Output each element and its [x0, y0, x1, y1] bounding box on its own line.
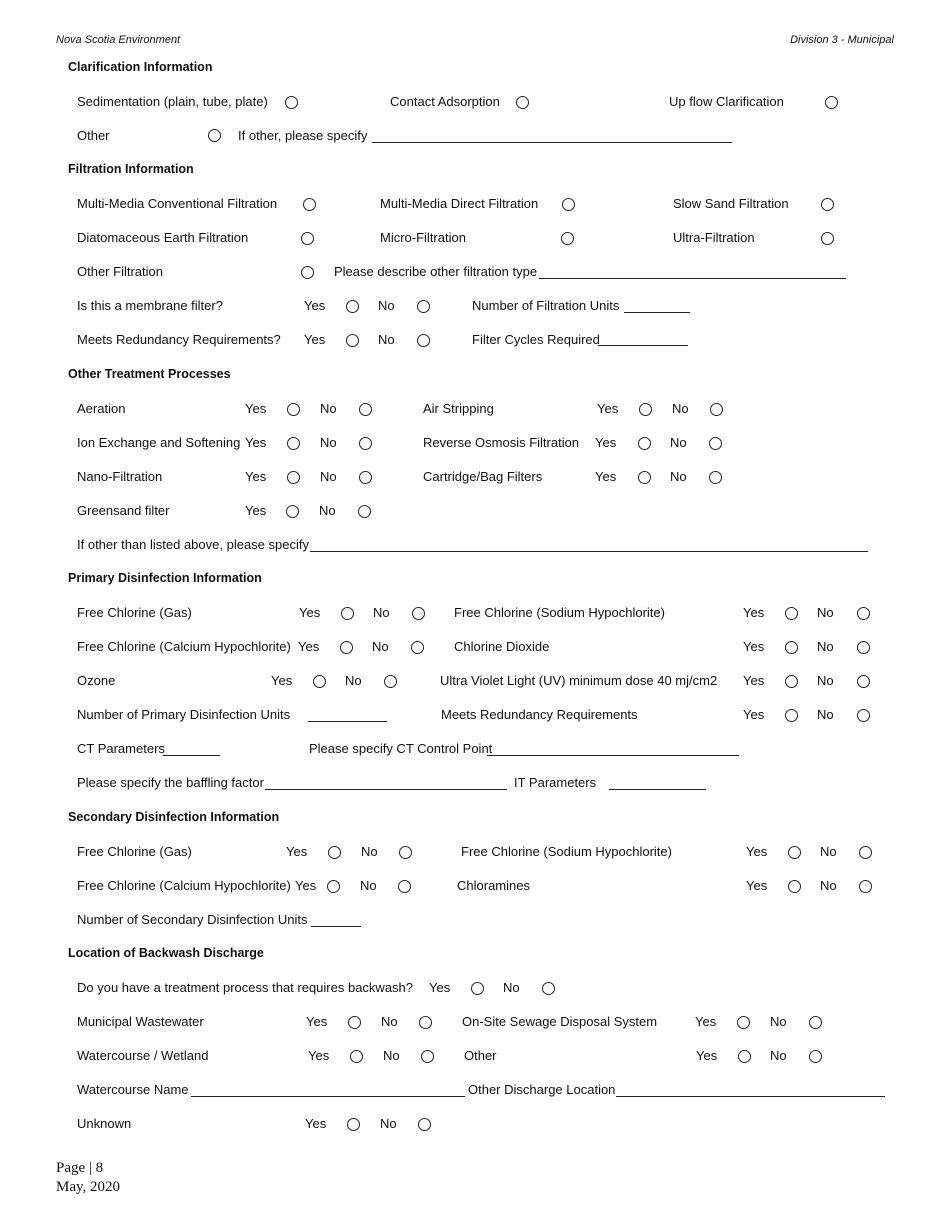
- prim-redundancy-label: Meets Redundancy Requirements: [441, 707, 638, 722]
- municipal-yes-radio[interactable]: [348, 1016, 361, 1029]
- nano-label: Nano-Filtration: [77, 469, 163, 484]
- chloramines-yes-radio[interactable]: [788, 880, 801, 893]
- prim-gas-yes-label: Yes: [299, 605, 321, 620]
- chlorine-dioxide-no-radio[interactable]: [857, 641, 870, 654]
- other-filtration-describe-field[interactable]: [539, 278, 846, 279]
- aeration-no-label: No: [320, 401, 337, 416]
- ion-exchange-label: Ion Exchange and Softening: [77, 435, 241, 450]
- filt-redundancy-yes-label: Yes: [304, 332, 326, 347]
- secondary-title: Secondary Disinfection Information: [68, 810, 280, 824]
- primary-title: Primary Disinfection Information: [68, 571, 262, 585]
- it-params-field[interactable]: [609, 789, 706, 790]
- header-right: Division 3 - Municipal: [790, 34, 894, 46]
- prim-gas-no-label: No: [373, 605, 390, 620]
- onsite-label: On-Site Sewage Disposal System: [462, 1014, 658, 1029]
- cartridge-yes-radio[interactable]: [638, 471, 651, 484]
- sec-sodium-yes-label: Yes: [746, 844, 768, 859]
- greensand-yes-label: Yes: [245, 503, 267, 518]
- sec-num-units-field[interactable]: [311, 926, 361, 927]
- baffling-label: Please specify the baffling factor: [77, 775, 264, 790]
- backwash-other-no-radio[interactable]: [809, 1050, 822, 1063]
- micro-filtration-radio[interactable]: [561, 232, 574, 245]
- chloramines-no-label: No: [820, 878, 837, 893]
- other-treatment-specify-label: If other than listed above, please specify: [77, 537, 309, 552]
- backwash-other-no-label: No: [770, 1048, 787, 1063]
- prim-gas-yes-radio[interactable]: [341, 607, 354, 620]
- diatomaceous-label: Diatomaceous Earth Filtration: [77, 230, 249, 245]
- other-filtration-describe-label: Please describe other filtration type: [334, 264, 538, 279]
- ion-exchange-yes-radio[interactable]: [287, 437, 300, 450]
- up-flow-label: Up flow Clarification: [669, 94, 784, 109]
- cartridge-yes-label: Yes: [595, 469, 617, 484]
- sec-sodium-no-label: No: [820, 844, 837, 859]
- other-treatment-specify-field[interactable]: [310, 551, 868, 552]
- contact-adsorption-radio[interactable]: [516, 96, 529, 109]
- sec-calcium-no-radio[interactable]: [398, 880, 411, 893]
- other-filtration-label: Other Filtration: [77, 264, 163, 279]
- greensand-yes-radio[interactable]: [286, 505, 299, 518]
- backwash-yes-radio[interactable]: [471, 982, 484, 995]
- sec-sodium-no-radio[interactable]: [859, 846, 872, 859]
- prim-redundancy-yes-radio[interactable]: [785, 709, 798, 722]
- municipal-yes-label: Yes: [306, 1014, 328, 1029]
- prim-gas-label: Free Chlorine (Gas): [77, 605, 192, 620]
- onsite-yes-radio[interactable]: [737, 1016, 750, 1029]
- filt-redundancy-yes-radio[interactable]: [346, 334, 359, 347]
- nano-no-label: No: [320, 469, 337, 484]
- other-location-label: Other Discharge Location: [468, 1082, 616, 1097]
- sec-calcium-no-label: No: [360, 878, 377, 893]
- up-flow-radio[interactable]: [825, 96, 838, 109]
- filt-redundancy-no-label: No: [378, 332, 395, 347]
- unknown-yes-radio[interactable]: [347, 1118, 360, 1131]
- watercourse-label: Watercourse / Wetland: [77, 1048, 209, 1063]
- clar-other-specify-label: If other, please specify: [238, 128, 368, 143]
- it-params-label: IT Parameters: [514, 775, 597, 790]
- ion-exchange-no-label: No: [320, 435, 337, 450]
- prim-redundancy-no-radio[interactable]: [857, 709, 870, 722]
- unknown-no-label: No: [380, 1116, 397, 1131]
- other-treatment-title: Other Treatment Processes: [68, 367, 231, 381]
- chloramines-label: Chloramines: [457, 878, 530, 893]
- municipal-label: Municipal Wastewater: [77, 1014, 204, 1029]
- filt-redundancy-no-radio[interactable]: [417, 334, 430, 347]
- mm-direct-radio[interactable]: [562, 198, 575, 211]
- ozone-yes-radio[interactable]: [313, 675, 326, 688]
- uv-no-label: No: [817, 673, 834, 688]
- air-stripping-label: Air Stripping: [423, 401, 494, 416]
- cartridge-label: Cartridge/Bag Filters: [423, 469, 543, 484]
- prim-redundancy-yes-label: Yes: [743, 707, 765, 722]
- sec-gas-yes-label: Yes: [286, 844, 308, 859]
- prim-sodium-label: Free Chlorine (Sodium Hypochlorite): [454, 605, 665, 620]
- cartridge-no-label: No: [670, 469, 687, 484]
- other-location-field[interactable]: [616, 1096, 885, 1097]
- reverse-osmosis-label: Reverse Osmosis Filtration: [423, 435, 580, 450]
- prim-calcium-no-label: No: [372, 639, 389, 654]
- prim-gas-no-radio[interactable]: [412, 607, 425, 620]
- sec-gas-yes-radio[interactable]: [328, 846, 341, 859]
- greensand-no-label: No: [319, 503, 336, 518]
- reverse-osmosis-yes-radio[interactable]: [638, 437, 651, 450]
- watercourse-no-label: No: [383, 1048, 400, 1063]
- aeration-yes-label: Yes: [245, 401, 267, 416]
- backwash-other-label: Other: [464, 1048, 497, 1063]
- onsite-no-radio[interactable]: [809, 1016, 822, 1029]
- onsite-no-label: No: [770, 1014, 787, 1029]
- mm-conventional-label: Multi-Media Conventional Filtration: [77, 196, 278, 211]
- num-filtration-units-label: Number of Filtration Units: [472, 298, 620, 313]
- uv-label: Ultra Violet Light (UV) minimum dose 40 mj/cm2: [440, 673, 718, 688]
- page-number: Page | 8: [56, 1160, 104, 1176]
- chlorine-dioxide-yes-label: Yes: [743, 639, 765, 654]
- ion-exchange-no-radio[interactable]: [359, 437, 372, 450]
- chloramines-no-radio[interactable]: [859, 880, 872, 893]
- nano-yes-radio[interactable]: [287, 471, 300, 484]
- uv-no-radio[interactable]: [857, 675, 870, 688]
- nano-no-radio[interactable]: [359, 471, 372, 484]
- ozone-label: Ozone: [77, 673, 116, 688]
- ozone-no-radio[interactable]: [384, 675, 397, 688]
- sedimentation-radio[interactable]: [285, 96, 298, 109]
- sec-sodium-label: Free Chlorine (Sodium Hypochlorite): [461, 844, 672, 859]
- prim-redundancy-no-label: No: [817, 707, 834, 722]
- prim-num-units-label: Number of Primary Disinfection Units: [77, 707, 291, 722]
- micro-filtration-label: Micro-Filtration: [380, 230, 466, 245]
- header-left: Nova Scotia Environment: [56, 34, 181, 46]
- municipal-no-radio[interactable]: [419, 1016, 432, 1029]
- clar-other-radio[interactable]: [208, 129, 221, 142]
- ozone-yes-label: Yes: [271, 673, 293, 688]
- slow-sand-radio[interactable]: [821, 198, 834, 211]
- aeration-yes-radio[interactable]: [287, 403, 300, 416]
- watercourse-name-field[interactable]: [191, 1096, 465, 1097]
- sec-sodium-yes-radio[interactable]: [788, 846, 801, 859]
- ct-params-field[interactable]: [163, 755, 220, 756]
- ct-control-field[interactable]: [487, 755, 739, 756]
- sec-num-units-label: Number of Secondary Disinfection Units: [77, 912, 308, 927]
- clar-other-specify-field[interactable]: [372, 142, 732, 143]
- prim-calcium-label: Free Chlorine (Calcium Hypochlorite): [77, 639, 291, 654]
- chlorine-dioxide-label: Chlorine Dioxide: [454, 639, 550, 654]
- watercourse-yes-label: Yes: [308, 1048, 330, 1063]
- prim-num-units-field[interactable]: [308, 721, 387, 722]
- filter-cycles-field[interactable]: [598, 345, 688, 346]
- municipal-no-label: No: [381, 1014, 398, 1029]
- backwash-no-label: No: [503, 980, 520, 995]
- ultra-filtration-label: Ultra-Filtration: [673, 230, 755, 245]
- ion-exchange-yes-label: Yes: [245, 435, 267, 450]
- filter-cycles-label: Filter Cycles Required: [472, 332, 600, 347]
- contact-adsorption-label: Contact Adsorption: [390, 94, 500, 109]
- chlorine-dioxide-no-label: No: [817, 639, 834, 654]
- prim-calcium-yes-radio[interactable]: [340, 641, 353, 654]
- mm-conventional-radio[interactable]: [303, 198, 316, 211]
- unknown-yes-label: Yes: [305, 1116, 327, 1131]
- backwash-title: Location of Backwash Discharge: [68, 946, 264, 960]
- membrane-no-radio[interactable]: [417, 300, 430, 313]
- watercourse-yes-radio[interactable]: [350, 1050, 363, 1063]
- chlorine-dioxide-yes-radio[interactable]: [785, 641, 798, 654]
- backwash-question: Do you have a treatment process that requires backwash?: [77, 980, 414, 995]
- air-stripping-yes-label: Yes: [597, 401, 619, 416]
- prim-sodium-no-label: No: [817, 605, 834, 620]
- sec-calcium-label: Free Chlorine (Calcium Hypochlorite): [77, 878, 291, 893]
- sedimentation-label: Sedimentation (plain, tube, plate): [77, 94, 268, 109]
- greensand-no-radio[interactable]: [358, 505, 371, 518]
- cartridge-no-radio[interactable]: [709, 471, 722, 484]
- unknown-label: Unknown: [77, 1116, 132, 1131]
- filt-redundancy-question: Meets Redundancy Requirements?: [77, 332, 281, 347]
- ct-control-label: Please specify CT Control Point: [309, 741, 493, 756]
- clarification-title: Clarification Information: [68, 60, 213, 74]
- prim-sodium-yes-label: Yes: [743, 605, 765, 620]
- prim-sodium-yes-radio[interactable]: [785, 607, 798, 620]
- num-filtration-units-field[interactable]: [624, 312, 690, 313]
- reverse-osmosis-no-label: No: [670, 435, 687, 450]
- uv-yes-label: Yes: [743, 673, 765, 688]
- sec-calcium-yes-radio[interactable]: [327, 880, 340, 893]
- sec-calcium-yes-label: Yes: [295, 878, 317, 893]
- greensand-label: Greensand filter: [77, 503, 170, 518]
- unknown-no-radio[interactable]: [418, 1118, 431, 1131]
- filtration-title: Filtration Information: [68, 162, 194, 176]
- watercourse-no-radio[interactable]: [421, 1050, 434, 1063]
- other-filtration-radio[interactable]: [301, 266, 314, 279]
- watercourse-name-label: Watercourse Name: [77, 1082, 189, 1097]
- sec-gas-no-radio[interactable]: [399, 846, 412, 859]
- backwash-no-radio[interactable]: [542, 982, 555, 995]
- air-stripping-no-label: No: [672, 401, 689, 416]
- ultra-filtration-radio[interactable]: [821, 232, 834, 245]
- nano-yes-label: Yes: [245, 469, 267, 484]
- air-stripping-no-radio[interactable]: [710, 403, 723, 416]
- uv-yes-radio[interactable]: [785, 675, 798, 688]
- membrane-yes-label: Yes: [304, 298, 326, 313]
- aeration-label: Aeration: [77, 401, 126, 416]
- ct-params-label: CT Parameters: [77, 741, 165, 756]
- diatomaceous-radio[interactable]: [301, 232, 314, 245]
- onsite-yes-label: Yes: [695, 1014, 717, 1029]
- reverse-osmosis-no-radio[interactable]: [709, 437, 722, 450]
- membrane-question: Is this a membrane filter?: [77, 298, 223, 313]
- footer-date: May, 2020: [56, 1179, 121, 1195]
- prim-sodium-no-radio[interactable]: [857, 607, 870, 620]
- slow-sand-label: Slow Sand Filtration: [673, 196, 789, 211]
- clar-other-label: Other: [77, 128, 110, 143]
- backwash-other-yes-label: Yes: [696, 1048, 718, 1063]
- membrane-yes-radio[interactable]: [346, 300, 359, 313]
- backwash-other-yes-radio[interactable]: [738, 1050, 751, 1063]
- mm-direct-label: Multi-Media Direct Filtration: [380, 196, 539, 211]
- backwash-yes-label: Yes: [429, 980, 451, 995]
- prim-calcium-no-radio[interactable]: [411, 641, 424, 654]
- air-stripping-yes-radio[interactable]: [639, 403, 652, 416]
- ozone-no-label: No: [345, 673, 362, 688]
- reverse-osmosis-yes-label: Yes: [595, 435, 617, 450]
- sec-gas-label: Free Chlorine (Gas): [77, 844, 192, 859]
- aeration-no-radio[interactable]: [359, 403, 372, 416]
- membrane-no-label: No: [378, 298, 395, 313]
- chloramines-yes-label: Yes: [746, 878, 768, 893]
- baffling-field[interactable]: [265, 789, 507, 790]
- prim-calcium-yes-label: Yes: [298, 639, 320, 654]
- sec-gas-no-label: No: [361, 844, 378, 859]
